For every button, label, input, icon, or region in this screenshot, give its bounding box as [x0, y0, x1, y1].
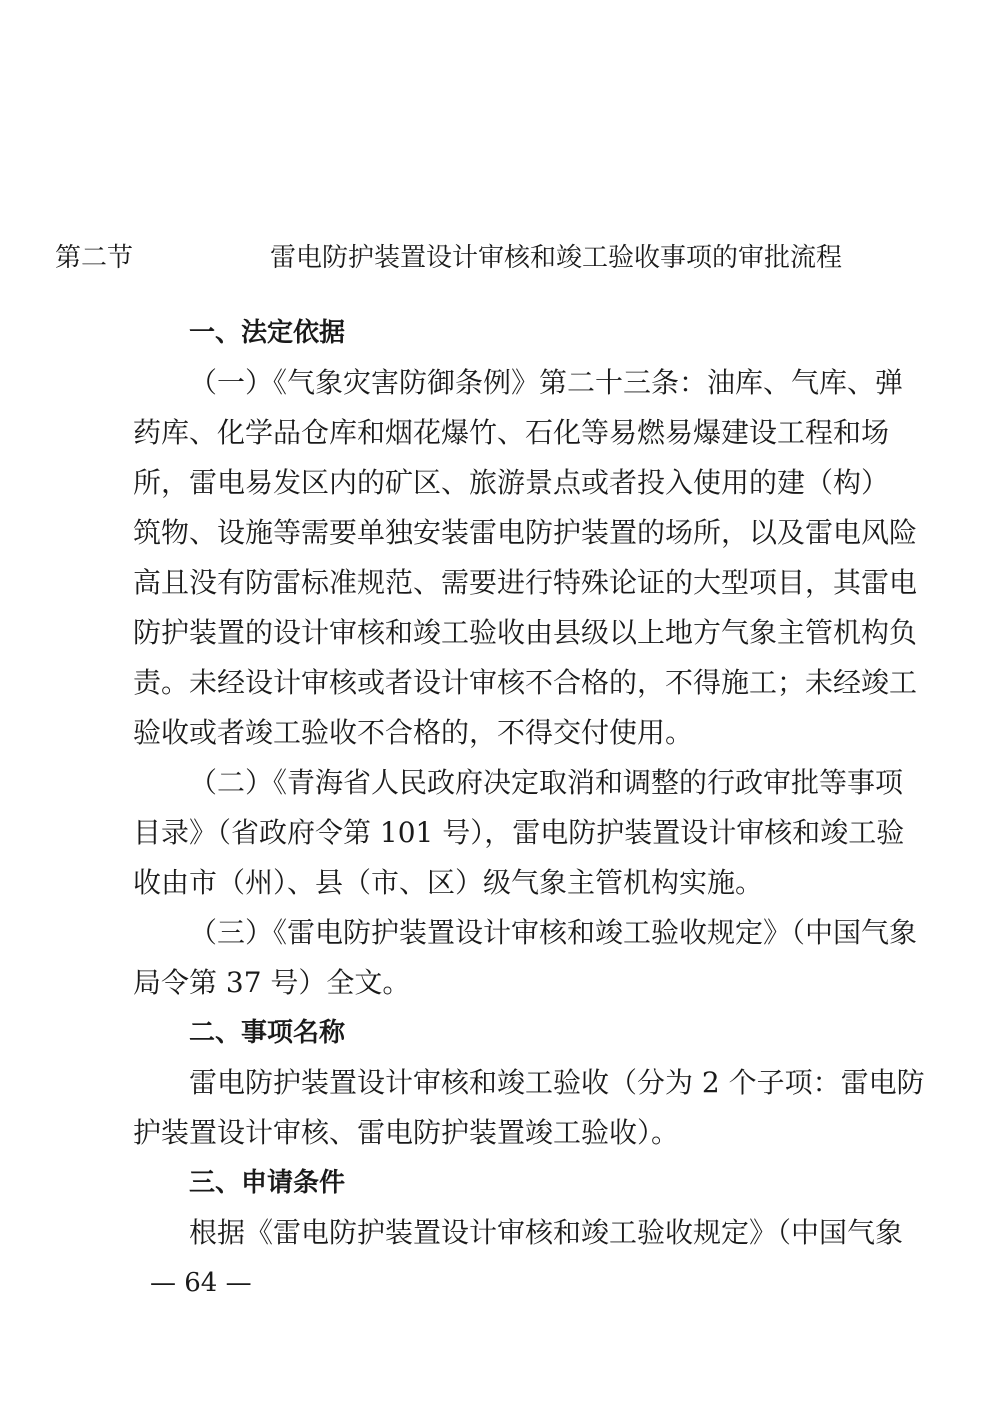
heading-legal-basis: 一、法定依据: [189, 318, 346, 348]
paragraph-line: 责。未经设计审核或者设计审核不合格的，不得施工；未经竣工: [133, 666, 918, 699]
paragraph-line: 收由市（州）、县（市、区）级气象主管机构实施。: [133, 866, 764, 899]
paragraph-line: （三）《雷电防护装置设计审核和竣工验收规定》（中国气象: [189, 916, 918, 949]
document-page: [55, 233, 925, 1258]
heading-application-conditions: 三、申请条件: [189, 1168, 346, 1198]
section-title: [27, 233, 975, 283]
paragraph-line: 护装置设计审核、雷电防护装置竣工验收）。: [133, 1116, 680, 1149]
paragraph-line: 根据《雷电防护装置设计审核和竣工验收规定》（中国气象: [189, 1216, 904, 1249]
paragraph-line: （一）《气象灾害防御条例》第二十三条：油库、气库、弹: [189, 366, 904, 399]
paragraph-line: 验收或者竣工验收不合格的，不得交付使用。: [133, 716, 694, 749]
paragraph-line: （二）《青海省人民政府决定取消和调整的行政审批等事项: [189, 766, 904, 799]
paragraph-line: 所，雷电易发区内的矿区、旅游景点或者投入使用的建（构）: [133, 466, 890, 499]
paragraph-line: 防护装置的设计审核和竣工验收由县级以上地方气象主管机构负: [133, 616, 918, 649]
paragraph-line: 局令第 37 号）全文。: [133, 966, 411, 999]
page-number: — 64 —: [150, 1268, 252, 1298]
heading-item-name: 二、事项名称: [189, 1018, 346, 1048]
paragraph-line: 筑物、设施等需要单独安装雷电防护装置的场所，以及雷电风险: [133, 516, 918, 549]
paragraph-line: 雷电防护装置设计审核和竣工验收（分为 2 个子项：雷电防: [189, 1066, 925, 1099]
section-title-text: 雷电防护装置设计审核和竣工验收事项的审批流程: [269, 243, 842, 273]
paragraph-line: 高且没有防雷标准规范、需要进行特殊论证的大型项目，其雷电: [133, 566, 918, 599]
section-label: 第二节: [55, 243, 134, 273]
paragraph-line: 药库、化学品仓库和烟花爆竹、石化等易燃易爆建设工程和场: [133, 416, 890, 449]
paragraph-line: 目录》（省政府令第 101 号），雷电防护装置设计审核和竣工验: [133, 816, 905, 849]
